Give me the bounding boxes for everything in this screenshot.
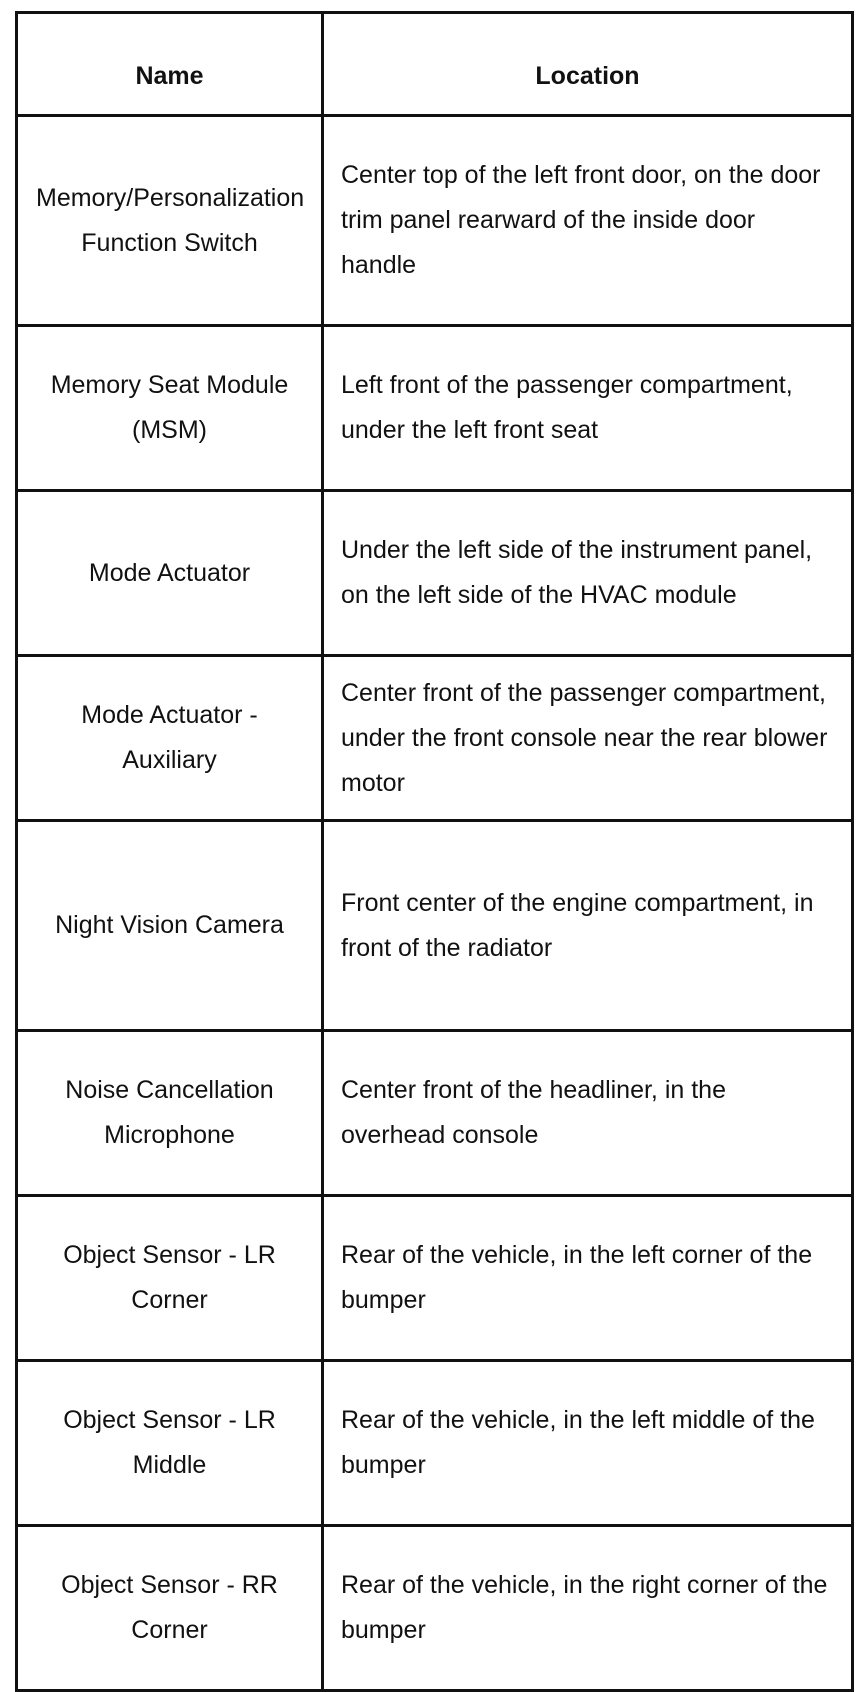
component-name: Object Sensor - LR Middle bbox=[17, 1361, 323, 1526]
component-name: Memory Seat Module (MSM) bbox=[17, 326, 323, 491]
table-row bbox=[17, 326, 853, 491]
name-column-header: Name bbox=[17, 13, 323, 116]
component-location: Under the left side of the instrument panel, on the left side of the HVAC module bbox=[323, 491, 853, 656]
component-location: Rear of the vehicle, in the left middle of the bumper bbox=[323, 1361, 853, 1526]
component-name: Object Sensor - LR Corner bbox=[17, 1196, 323, 1361]
component-location: Rear of the vehicle, in the right corner of the bumper bbox=[323, 1526, 853, 1691]
component-location-table bbox=[15, 11, 854, 1692]
header-row bbox=[17, 13, 853, 116]
component-name: Object Sensor - RR Corner bbox=[17, 1526, 323, 1691]
component-location: Center front of the passenger compartment, under the front console near the rear blower motor bbox=[323, 656, 853, 821]
table-row bbox=[17, 656, 853, 821]
component-name: Mode Actuator bbox=[17, 491, 323, 656]
table-row bbox=[17, 821, 853, 1031]
component-name: Noise Cancellation Microphone bbox=[17, 1031, 323, 1196]
table-row bbox=[17, 1526, 853, 1691]
table-row bbox=[17, 1031, 853, 1196]
table-row bbox=[17, 1361, 853, 1526]
table-row bbox=[17, 491, 853, 656]
component-location: Front center of the engine compartment, in front of the radiator bbox=[323, 821, 853, 1031]
component-location: Center top of the left front door, on the door trim panel rearward of the inside door handle bbox=[323, 116, 853, 326]
component-name: Night Vision Camera bbox=[17, 821, 323, 1031]
component-location: Rear of the vehicle, in the left corner of the bumper bbox=[323, 1196, 853, 1361]
table-row bbox=[17, 1196, 853, 1361]
component-location: Left front of the passenger compartment, under the left front seat bbox=[323, 326, 853, 491]
table-row bbox=[17, 116, 853, 326]
location-column-header: Location bbox=[323, 13, 853, 116]
component-location: Center front of the headliner, in the overhead console bbox=[323, 1031, 853, 1196]
component-name: Memory/Personalization Function Switch bbox=[17, 116, 323, 326]
component-name: Mode Actuator - Auxiliary bbox=[17, 656, 323, 821]
